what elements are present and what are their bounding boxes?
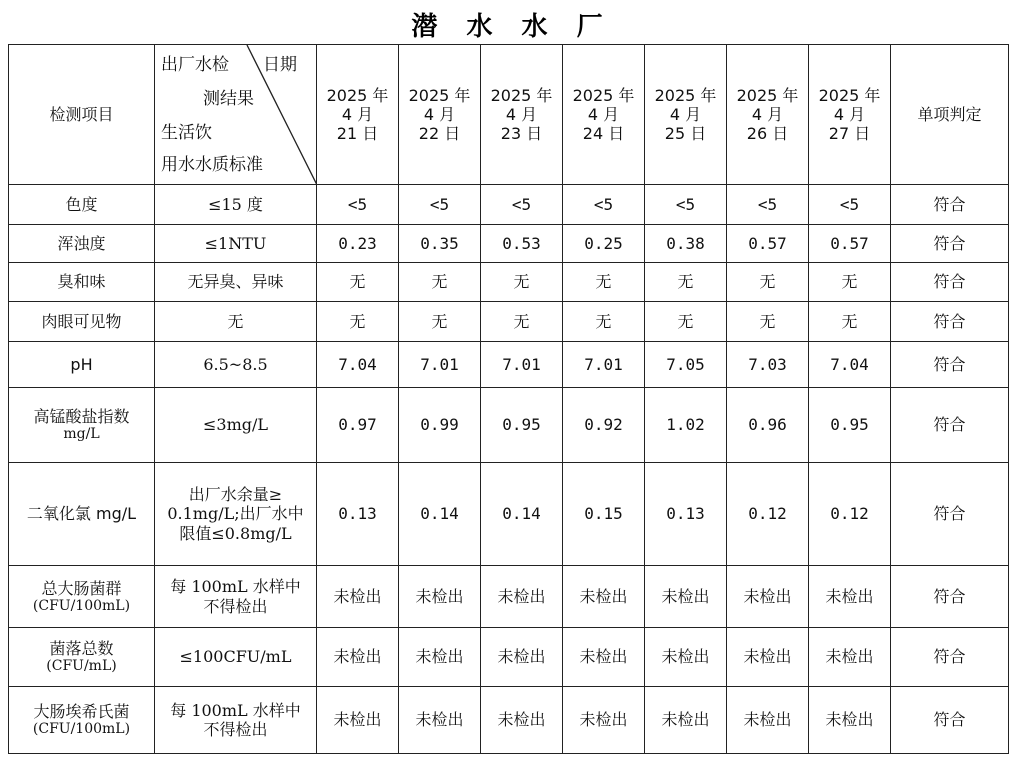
result-cell: 0.96 xyxy=(727,388,809,463)
result-cell: 0.15 xyxy=(563,463,645,566)
result-cell: 无 xyxy=(399,263,481,302)
item-name: 肉眼可见物 xyxy=(41,311,122,331)
item-cell xyxy=(9,463,155,566)
result-cell: 0.57 xyxy=(727,225,809,263)
result-cell: 7.05 xyxy=(645,342,727,388)
item-name: 臭和味 xyxy=(57,272,106,292)
table-row xyxy=(9,185,1009,225)
result-cell: 无 xyxy=(563,302,645,342)
result-cell: <5 xyxy=(317,185,399,225)
result-cell: 无 xyxy=(727,263,809,302)
result-cell: 无 xyxy=(727,302,809,342)
result-cell: 0.38 xyxy=(645,225,727,263)
result-cell: 0.13 xyxy=(317,463,399,566)
date-month: 4 月 xyxy=(505,104,538,124)
header-row xyxy=(9,45,1009,185)
result-cell: 未检出 xyxy=(563,566,645,628)
diag-label-top: 出厂水检 xyxy=(161,55,229,75)
date-month: 4 月 xyxy=(751,104,784,124)
item-cell xyxy=(9,185,155,225)
result-cell: 无 xyxy=(645,263,727,302)
date-month: 4 月 xyxy=(423,104,456,124)
date-day: 27 日 xyxy=(828,124,871,144)
result-cell: 未检出 xyxy=(399,566,481,628)
standard-cell: ≤15 度 xyxy=(155,185,317,225)
verdict-cell: 符合 xyxy=(891,185,1009,225)
verdict-cell: 符合 xyxy=(891,566,1009,628)
result-cell: 0.14 xyxy=(399,463,481,566)
result-cell: 未检出 xyxy=(809,566,891,628)
result-cell: <5 xyxy=(399,185,481,225)
table-row xyxy=(9,225,1009,263)
verdict-cell: 符合 xyxy=(891,628,1009,687)
result-cell: 未检出 xyxy=(727,628,809,687)
standard-cell: 出厂水余量≥ 0.1mg/L;出厂水中 限值≤0.8mg/L xyxy=(155,463,317,566)
item-cell xyxy=(9,687,155,754)
item-name: 大肠埃希氏菌 xyxy=(33,702,130,721)
table-row xyxy=(9,302,1009,342)
result-cell: 未检出 xyxy=(809,687,891,754)
standard-cell: ≤1NTU xyxy=(155,225,317,263)
result-cell: 0.97 xyxy=(317,388,399,463)
header-diagonal-cell xyxy=(155,45,317,185)
item-name: 浑浊度 xyxy=(57,233,106,253)
date-cell xyxy=(317,45,399,185)
result-cell: 0.53 xyxy=(481,225,563,263)
verdict-cell: 符合 xyxy=(891,687,1009,754)
verdict-cell: 符合 xyxy=(891,225,1009,263)
result-cell: 0.14 xyxy=(481,463,563,566)
item-cell xyxy=(9,388,155,463)
result-cell: 未检出 xyxy=(317,566,399,628)
date-cell xyxy=(645,45,727,185)
table-row xyxy=(9,263,1009,302)
verdict-cell: 符合 xyxy=(891,388,1009,463)
item-name: pH xyxy=(70,354,93,374)
date-day: 23 日 xyxy=(500,124,543,144)
verdict-cell: 符合 xyxy=(891,302,1009,342)
result-cell: 0.35 xyxy=(399,225,481,263)
result-cell: 7.04 xyxy=(317,342,399,388)
date-year: 2025 年 xyxy=(818,85,881,105)
item-name: 高锰酸盐指数 xyxy=(33,407,130,426)
date-cell xyxy=(481,45,563,185)
verdict-cell: 符合 xyxy=(891,463,1009,566)
result-cell: <5 xyxy=(809,185,891,225)
result-cell: 0.57 xyxy=(809,225,891,263)
date-month: 4 月 xyxy=(587,104,620,124)
date-month: 4 月 xyxy=(833,104,866,124)
standard-cell: 每 100mL 水样中 不得检出 xyxy=(155,566,317,628)
result-cell: 7.01 xyxy=(399,342,481,388)
result-cell: 7.01 xyxy=(563,342,645,388)
result-cell: 未检出 xyxy=(481,566,563,628)
date-month: 4 月 xyxy=(669,104,702,124)
result-cell: 无 xyxy=(809,263,891,302)
item-unit: (CFU/100mL) xyxy=(32,597,131,614)
result-cell: 无 xyxy=(809,302,891,342)
date-day: 25 日 xyxy=(664,124,707,144)
item-name: 二氧化氯 mg/L xyxy=(26,504,137,524)
date-cell xyxy=(727,45,809,185)
date-day: 22 日 xyxy=(418,124,461,144)
date-day: 24 日 xyxy=(582,124,625,144)
standard-cell: ≤3mg/L xyxy=(155,388,317,463)
diag-label-mid: 测结果 xyxy=(203,89,254,109)
standard-cell: 每 100mL 水样中 不得检出 xyxy=(155,687,317,754)
diag-label-date: 日期 xyxy=(263,55,297,75)
item-name: 色度 xyxy=(65,194,98,214)
date-year: 2025 年 xyxy=(572,85,635,105)
date-year: 2025 年 xyxy=(736,85,799,105)
date-day: 26 日 xyxy=(746,124,789,144)
diag-label-bot1: 生活饮 xyxy=(161,123,212,143)
diag-label-bot2: 用水水质标准 xyxy=(161,155,263,175)
date-cell xyxy=(563,45,645,185)
item-cell xyxy=(9,566,155,628)
result-cell: 0.12 xyxy=(809,463,891,566)
result-cell: 7.03 xyxy=(727,342,809,388)
item-unit: (CFU/mL) xyxy=(46,658,117,675)
verdict-cell: 符合 xyxy=(891,342,1009,388)
result-cell: 未检出 xyxy=(481,687,563,754)
standard-cell: 无 xyxy=(155,302,317,342)
table-row xyxy=(9,687,1009,754)
result-cell: 未检出 xyxy=(399,628,481,687)
item-cell xyxy=(9,225,155,263)
result-cell: 未检出 xyxy=(481,628,563,687)
result-cell: 未检出 xyxy=(563,628,645,687)
header-item-cell: 检测项目 xyxy=(9,45,155,185)
result-cell: 无 xyxy=(317,302,399,342)
header-verdict-cell: 单项判定 xyxy=(891,45,1009,185)
result-cell: 未检出 xyxy=(317,687,399,754)
result-cell: 未检出 xyxy=(563,687,645,754)
result-cell: 未检出 xyxy=(645,687,727,754)
result-cell: 无 xyxy=(645,302,727,342)
result-cell: 未检出 xyxy=(399,687,481,754)
result-cell: 未检出 xyxy=(317,628,399,687)
page-title: 潜 水 水 厂 xyxy=(411,12,613,42)
date-cell xyxy=(399,45,481,185)
item-cell xyxy=(9,302,155,342)
result-cell: 无 xyxy=(399,302,481,342)
item-name: 菌落总数 xyxy=(49,639,114,658)
item-cell xyxy=(9,263,155,302)
date-year: 2025 年 xyxy=(654,85,717,105)
result-cell: 未检出 xyxy=(645,628,727,687)
table-row xyxy=(9,342,1009,388)
result-cell: 0.25 xyxy=(563,225,645,263)
result-cell: 无 xyxy=(563,263,645,302)
result-cell: 未检出 xyxy=(727,687,809,754)
date-year: 2025 年 xyxy=(408,85,471,105)
result-cell: 0.99 xyxy=(399,388,481,463)
item-unit: (CFU/100mL) xyxy=(32,721,131,738)
table-row xyxy=(9,628,1009,687)
standard-cell: 6.5~8.5 xyxy=(155,342,317,388)
result-cell: <5 xyxy=(563,185,645,225)
result-cell: 未检出 xyxy=(645,566,727,628)
table-row xyxy=(9,388,1009,463)
result-cell: 未检出 xyxy=(809,628,891,687)
water-quality-table xyxy=(8,44,1009,754)
date-month: 4 月 xyxy=(341,104,374,124)
standard-cell: ≤100CFU/mL xyxy=(155,628,317,687)
date-day: 21 日 xyxy=(336,124,379,144)
result-cell: 0.95 xyxy=(481,388,563,463)
result-cell: 1.02 xyxy=(645,388,727,463)
date-year: 2025 年 xyxy=(326,85,389,105)
result-cell: <5 xyxy=(727,185,809,225)
result-cell: 无 xyxy=(317,263,399,302)
result-cell: 0.95 xyxy=(809,388,891,463)
date-cell xyxy=(809,45,891,185)
result-cell: 0.13 xyxy=(645,463,727,566)
result-cell: <5 xyxy=(481,185,563,225)
verdict-cell: 符合 xyxy=(891,263,1009,302)
table-row xyxy=(9,566,1009,628)
result-cell: 0.23 xyxy=(317,225,399,263)
table-row xyxy=(9,463,1009,566)
result-cell: 7.04 xyxy=(809,342,891,388)
item-cell xyxy=(9,628,155,687)
result-cell: <5 xyxy=(645,185,727,225)
item-name: 总大肠菌群 xyxy=(41,578,122,598)
result-cell: 未检出 xyxy=(727,566,809,628)
item-unit: mg/L xyxy=(63,426,100,443)
item-cell xyxy=(9,342,155,388)
result-cell: 7.01 xyxy=(481,342,563,388)
result-cell: 0.92 xyxy=(563,388,645,463)
result-cell: 0.12 xyxy=(727,463,809,566)
result-cell: 无 xyxy=(481,263,563,302)
date-year: 2025 年 xyxy=(490,85,553,105)
result-cell: 无 xyxy=(481,302,563,342)
standard-cell: 无异臭、异味 xyxy=(155,263,317,302)
